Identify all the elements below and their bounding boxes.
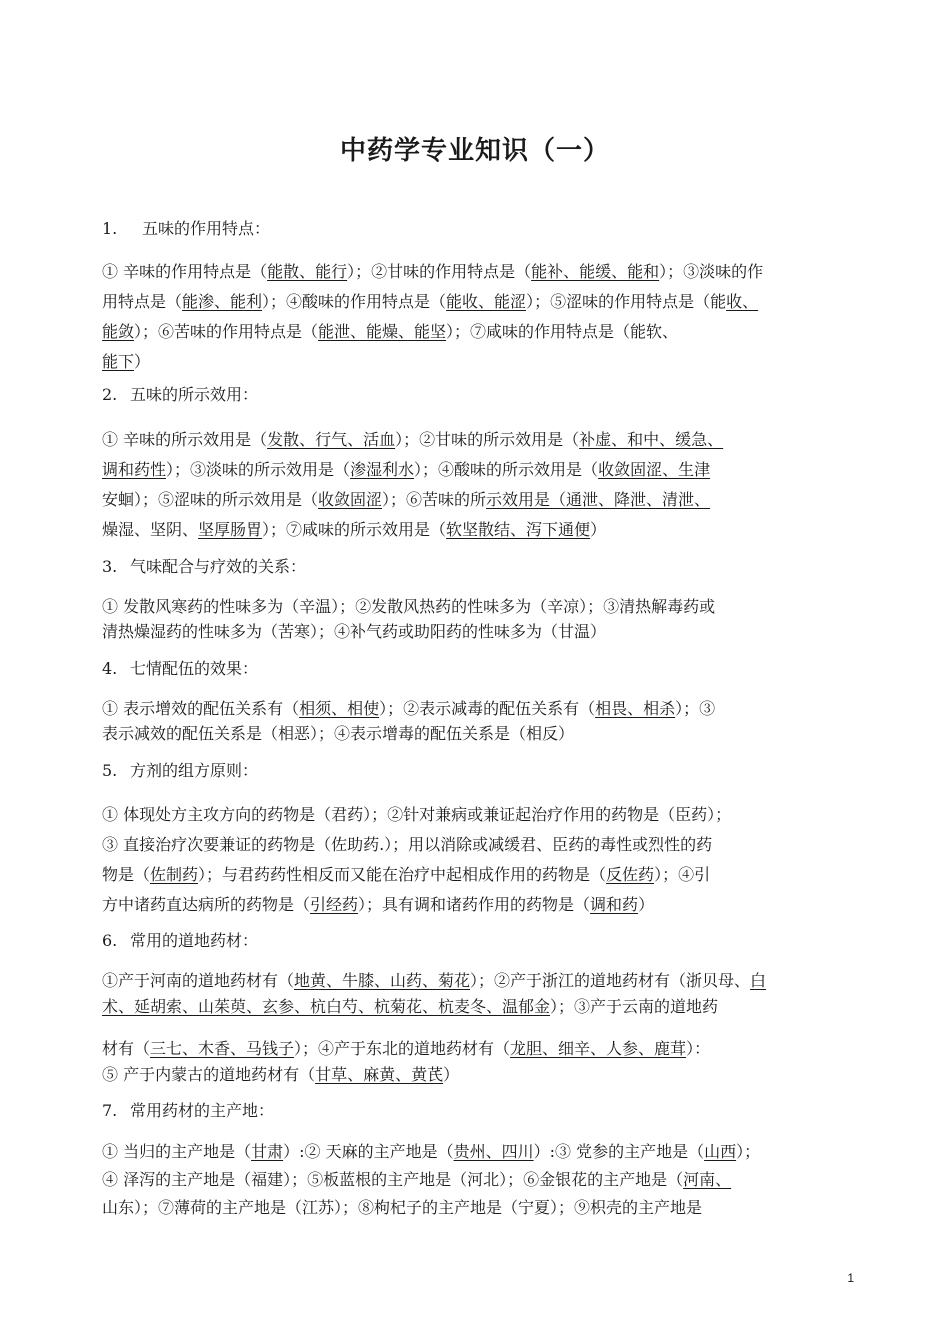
text-run: 清热燥湿药的性味多为（苦寒）；④补气药或助阳药的性味多为（甘温） [102,622,607,641]
answer-text: 渗湿利水 [350,460,415,479]
text-line [102,485,862,515]
text-line [102,1194,862,1222]
text-line [102,515,862,545]
answer-text: 示效用是（通泄、降泄、清泄、 [486,490,711,509]
text-line [102,994,862,1020]
section-heading-1 [102,218,270,240]
answer-text: 能补、能缓、能和 [531,262,660,281]
text-run: ）；④酸味的作用特点是（ [262,292,447,311]
answer-text: 能泄、能燥、能坚 [318,322,447,341]
text-run: ）；与君药药性相反而又能在治疗中起相成作用的药物是（ [198,865,607,884]
section-title: 七情配伍的效果： [130,659,259,678]
answer-text: 能散、能行 [267,262,348,281]
text-line [102,1020,862,1036]
page-title: 中药学专业知识（一） [339,136,610,166]
text-run: ）；②产于浙江的道地药材有（浙贝母、 [470,971,751,990]
section-heading-7 [102,1100,274,1122]
text-run: ）；⑥苦味的所 [382,490,487,509]
text-line [102,594,862,619]
text-run: ① 辛味的作用特点是（ [102,262,268,281]
answer-text: 引经药 [310,895,359,914]
answer-text: 甘肃 [251,1142,284,1161]
answer-text: 白 [750,971,767,990]
section-number: 1. [102,219,118,238]
answer-text: 收、 [726,292,759,311]
text-line [102,1166,862,1194]
text-line [102,721,862,746]
answer-text: 补虚、和中、缓急、 [579,430,724,449]
text-run: ）；②表示减毒的配伍关系有（ [379,699,596,718]
section-body-4 [102,696,862,746]
answer-text: 相须、相使 [299,699,380,718]
section-number: 2. [102,385,118,404]
text-run: ） [134,352,151,371]
text-line [102,696,862,721]
answer-text: 能下 [102,352,135,371]
text-run: ）；⑦咸味的所示效用是（ [262,520,447,539]
section-number: 7. [102,1101,118,1120]
answer-text: 调和药性 [102,460,167,479]
text-line [102,347,862,377]
text-run: ）；③淡味的作 [659,262,764,281]
section-number: 4. [102,659,118,678]
text-run: 燥湿、坚阴、 [102,520,199,539]
answer-text: 收敛固涩 [318,490,383,509]
section-heading-3 [102,556,306,578]
section-heading-5 [102,760,258,782]
answer-text: 能渗、能利 [182,292,263,311]
section-body-7 [102,1138,862,1222]
text-run: 材有（ [102,1039,151,1058]
section-body-2 [102,425,862,545]
text-run: ① 辛味的所示效用是（ [102,430,268,449]
section-body-5 [102,800,862,920]
section-number: 3. [102,557,118,576]
text-run: ）；③ [675,699,716,718]
text-run: ）；②甘味的作用特点是（ [347,262,532,281]
section-heading-4 [102,658,258,680]
text-run: ）:③ 党参的主产地是（ [533,1142,705,1161]
text-run: ①产于河南的道地药材有（ [102,971,295,990]
text-run: 表示减效的配伍关系是（相恶）；④表示增毒的配伍关系是（相反） [102,724,575,743]
text-line [102,619,862,644]
text-run: ① 表示增效的配伍关系有（ [102,699,300,718]
text-run: ① 当归的主产地是（ [102,1142,252,1161]
text-line [102,968,862,994]
section-title: 常用的道地药材： [130,931,259,950]
answer-text: 河南、 [683,1170,732,1189]
text-run: ④ 泽泻的主产地是（福建）；⑤板蓝根的主产地是（河北）；⑥金银花的主产地是（ [102,1170,684,1189]
answer-text: 山西 [704,1142,737,1161]
text-run: ）；⑤涩味的作用特点是（能 [526,292,727,311]
section-title: 常用药材的主产地： [130,1101,275,1120]
answer-text: 甘草、麻黄、黄芪 [315,1065,444,1084]
text-line [102,800,862,830]
text-run: ）；具有调和诸药作用的药物是（ [358,895,591,914]
page-number: 1 [847,1271,854,1285]
text-run: ） [443,1065,460,1084]
text-run: ① 发散风寒药的性味多为（辛温）；②发散风热药的性味多为（辛凉）；③清热解毒药或 [102,597,716,616]
section-body-1 [102,257,862,377]
text-run: ）； [736,1142,761,1161]
text-line [102,425,862,455]
section-title: 气味配合与疗效的关系： [130,557,307,576]
text-run: ）；③淡味的所示效用是（ [166,460,351,479]
text-run: ）；④产于东北的道地药材有（ [294,1039,511,1058]
section-title: 五味的所示效用： [130,385,259,404]
answer-text: 龙胆、细辛、人参、鹿茸 [510,1039,687,1058]
text-run: ）；④酸味的所示效用是（ [414,460,599,479]
text-run: ） [590,520,607,539]
section-title: 方剂的组方原则： [130,761,259,780]
text-run: 用特点是（ [102,292,183,311]
text-run: ） [638,895,655,914]
answer-text: 贵州、四川 [453,1142,534,1161]
text-run: ）；④引 [654,865,711,884]
text-line [102,830,862,860]
section-heading-6 [102,930,258,952]
text-run: 安蛔）；⑤涩味的所示效用是（ [102,490,319,509]
section-number: 6. [102,931,118,950]
answer-text: 收敛固涩、生津 [598,460,711,479]
text-run: ）；⑦咸味的作用特点是（能软、 [446,322,679,341]
text-run: ）；⑥苦味的作用特点是（ [134,322,319,341]
text-run: ⑤ 产于内蒙古的道地药材有（ [102,1065,316,1084]
answer-text: 反佐药 [606,865,655,884]
text-line [102,860,862,890]
text-line [102,287,862,317]
text-run: 山东）；⑦薄荷的主产地是（江苏）；⑧枸杞子的主产地是（宁夏）；⑨枳壳的主产地是 [102,1198,703,1217]
answer-text: 软坚散结、泻下通便 [446,520,591,539]
answer-text: 相畏、相杀 [595,699,676,718]
answer-text: 佐制药 [150,865,199,884]
section-number: 5. [102,761,118,780]
text-line [102,1036,862,1062]
text-run: ① 体现处方主攻方向的药物是（君药）；②针对兼病或兼证起治疗作用的药物是（臣药）； [102,805,732,824]
answer-text: 三七、木香、马钱子 [150,1039,295,1058]
section-title: 五味的作用特点： [142,219,271,238]
section-body-3 [102,594,862,644]
answer-text: 能敛 [102,322,135,341]
answer-text: 调和药 [590,895,639,914]
section-heading-2 [102,384,258,406]
text-line [102,890,862,920]
text-run: ③ 直接治疗次要兼证的药物是（佐助药.）；用以消除或减缓君、臣药的毒性或烈性的药 [102,835,713,854]
text-line [102,257,862,287]
text-run: ）： [686,1039,711,1058]
text-run: 物是（ [102,865,151,884]
text-run: ）；②甘味的所示效用是（ [395,430,580,449]
text-line [102,1062,862,1088]
text-run: 方中诸药直达病所的药物是（ [102,895,311,914]
answer-text: 地黄、牛膝、山药、菊花 [294,971,471,990]
text-run: ）:② 天麻的主产地是（ [283,1142,454,1161]
text-line [102,1138,862,1166]
answer-text: 坚厚肠胃 [198,520,263,539]
section-body-6 [102,968,862,1088]
text-line [102,455,862,485]
answer-text: 术、延胡索、山茱萸、玄参、杭白芍、杭菊花、杭麦冬、温郁金 [102,997,551,1016]
text-run: ）；③产于云南的道地药 [550,997,719,1016]
text-line [102,317,862,347]
answer-text: 能收、能涩 [446,292,527,311]
answer-text: 发散、行气、活血 [267,430,396,449]
